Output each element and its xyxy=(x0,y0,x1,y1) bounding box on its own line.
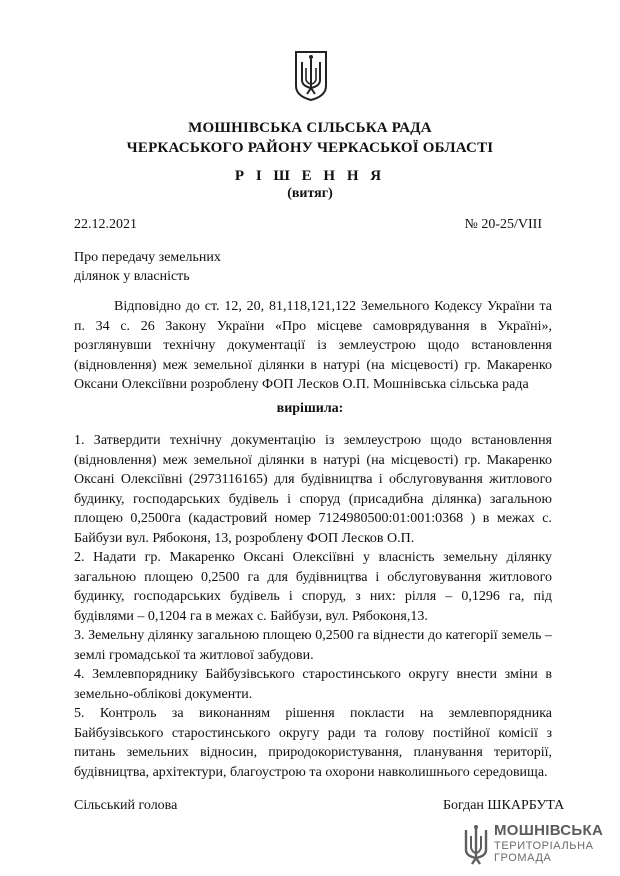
community-logo xyxy=(462,822,612,868)
document-title: Р І Ш Е Н Н Я xyxy=(234,168,386,184)
subject-line2: ділянок у власність xyxy=(74,269,190,284)
subject-line1: Про передачу земельних xyxy=(74,250,221,265)
document-subject xyxy=(74,248,294,286)
decision-item: 5. Контроль за виконанням рішення покласти на землевпорядника Байбузівського старостинського округу ради та голову постійної комісії з питань земельних відносин, природокористування, планування території, будівництва, архітектури, благоустрою та охорони навколишнього середовища. xyxy=(74,706,552,780)
decision-item: 3. Земельну ділянку загальною площею 0,2500 га віднести до категорії земель – землі громадської та житлової забудови. xyxy=(74,628,552,663)
council-name-line2: ЧЕРКАСЬКОГО РАЙОНУ ЧЕРКАСЬКОЇ ОБЛАСТІ xyxy=(126,140,494,156)
signatory-position: Сільський голова xyxy=(74,798,178,813)
logo-line3: ГРОМАДА xyxy=(494,852,552,864)
council-name xyxy=(0,118,620,158)
document-date: 22.12.2021 xyxy=(74,217,137,232)
council-name-line1: МОШНІВСЬКА СІЛЬСЬКА РАДА xyxy=(188,120,432,136)
trident-logo-icon xyxy=(462,824,490,866)
document-number: № 20-25/VIII xyxy=(464,217,542,232)
decision-item: 4. Землевпоряднику Байбузівського старостинського округу внести зміни в земельно-облікові документи. xyxy=(74,667,552,702)
preamble-paragraph: Відповідно до ст. 12, 20, 81,118,121,122 Земельного Кодексу України та п. 34 с. 26 Закону України «Про місцеве самоврядування в Україні», розглянувши технічну документації із землеустрою щодо встановлення (відновлення) меж земельної ділянки в натурі (на місцевості) гр. Макаренко Оксани Олексіївни розроблену ФОП Лесков О.П. Мошнівська сільська рада xyxy=(74,299,552,392)
logo-line2: ТЕРИТОРІАЛЬНА xyxy=(494,840,594,852)
document-subtitle: (витяг) xyxy=(287,186,333,201)
resolved-heading: вирішила: xyxy=(276,401,344,416)
decision-items xyxy=(74,431,552,782)
decision-item: 2. Надати гр. Макаренко Оксані Олексіївні у власність земельну ділянку загальною площею 0,2500 га для будівництва і обслуговування житлового будинку, господарських будівель і споруд, з них: рілля – 0,1296 га, під будівлями – 0,1204 га в межах с. Байбузи, вул. Рябоконя,13. xyxy=(74,550,552,624)
logo-name: МОШНІВСЬКА xyxy=(494,822,604,839)
coat-of-arms-icon xyxy=(294,50,328,102)
signatory-name: Богдан ШКАРБУТА xyxy=(443,798,565,813)
decision-item: 1. Затвердити технічну документацію із землеустрою щодо встановлення (відновлення) меж земельної ділянки в натурі (на місцевості) гр. Макаренко Оксані Олексіївні (2973116165) для будівництва і обслуговування житлового будинку, господарських будівель і споруд (присадибна ділянка) загальною площею 0,2500га (кадастровий номер 7124980500:01:001:0368 ) в межах с. Байбузи вул. Рябоконя, 13, розроблену ФОП Лесков О.П. xyxy=(74,433,552,546)
